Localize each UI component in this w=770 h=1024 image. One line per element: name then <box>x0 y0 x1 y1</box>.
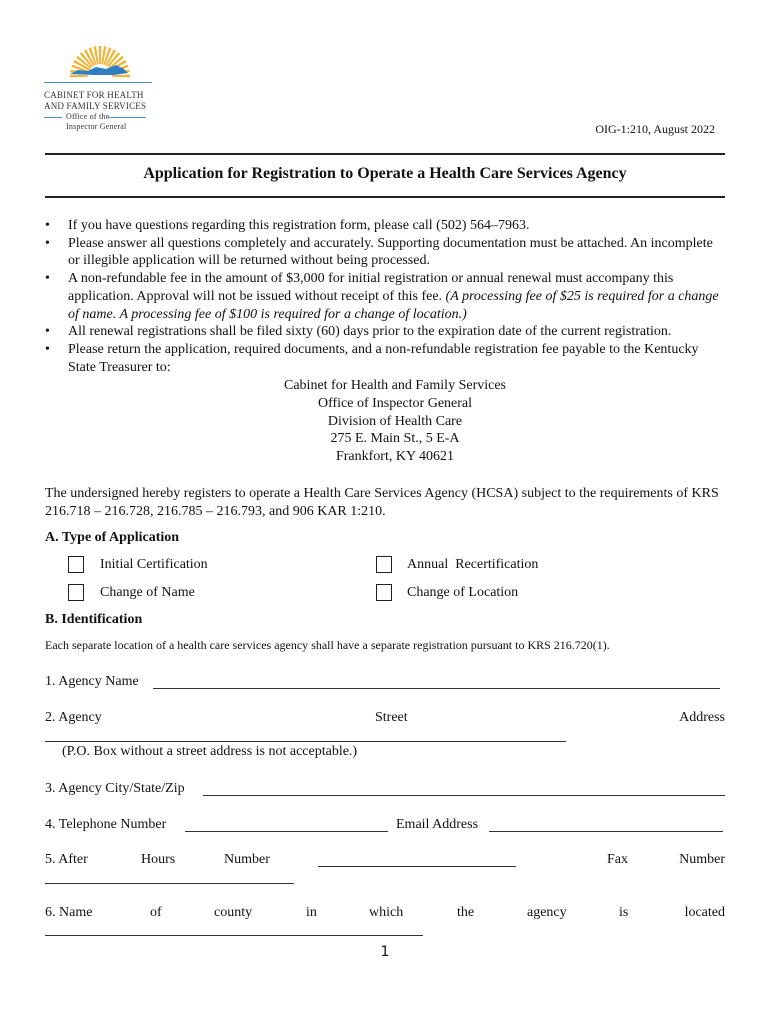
fax-number-field[interactable] <box>45 883 294 884</box>
county-label-9: located <box>684 905 725 920</box>
agency-street-label-3: Address <box>679 710 725 725</box>
telephone-field[interactable] <box>185 831 388 832</box>
telephone-label: 4. Telephone Number <box>45 817 167 832</box>
county-label-2: of <box>150 905 162 920</box>
initial-certification-checkbox[interactable] <box>68 556 84 573</box>
address-line: Frankfort, KY 40621 <box>335 449 455 465</box>
change-of-name-checkbox[interactable] <box>68 584 84 601</box>
annual-recertification-label: Annual Recertification <box>407 557 539 572</box>
page-number: 1 <box>380 944 390 960</box>
after-hours-number-field[interactable] <box>318 866 516 867</box>
agency-street-address-field[interactable] <box>45 741 566 742</box>
after-hours-label-3: Number <box>224 852 270 867</box>
logo-dash-left <box>44 117 62 118</box>
chfs-logo <box>44 40 156 140</box>
section-a-heading: A. Type of Application <box>45 530 180 545</box>
sun-ray <box>70 75 88 78</box>
agency-street-label-1: 2. Agency <box>45 710 102 725</box>
title-rule <box>45 196 725 198</box>
instruction-item: • Please return the application, required documents, and a non-refundable registration fee payable to the Kentucky State Treasurer to: <box>45 341 725 376</box>
form-code: OIG-1:210, August 2022 <box>595 122 715 136</box>
county-label-4: in <box>306 905 317 920</box>
fax-label-1: Fax <box>607 852 628 867</box>
county-label-5: which <box>369 905 404 920</box>
change-of-location-checkbox[interactable] <box>376 584 392 601</box>
registration-statement: The undersigned hereby registers to operate a Health Care Services Agency (HCSA) subject to the requirements of KRS 216.718 – 216.728, 216.785 – 216.793, and 906 KAR 1:210. <box>45 486 719 519</box>
change-of-location-label: Change of Location <box>407 585 519 600</box>
county-label-3: county <box>214 905 253 920</box>
section-b-heading: B. Identification <box>45 612 143 627</box>
instruction-item <box>45 270 725 323</box>
annual-recertification-checkbox[interactable] <box>376 556 392 573</box>
instructions-list <box>45 217 725 376</box>
address-line: Cabinet for Health and Family Services <box>284 378 506 393</box>
instruction-item: • Please answer all questions completely and accurately. Supporting documentation must be attached. An incomplete or illegible application will be returned without being processed. <box>45 235 725 270</box>
county-label-1: 6. Name <box>45 905 93 920</box>
logo-line-3: Office of the <box>66 112 110 121</box>
logo-rule <box>44 82 152 83</box>
agency-name-label: 1. Agency Name <box>45 674 139 689</box>
instruction-item: • If you have questions regarding this registration form, please call (502) 564–7963. <box>45 217 725 235</box>
logo-line-4: Inspector General <box>66 122 127 131</box>
county-label-7: agency <box>527 905 567 920</box>
email-label: Email Address <box>396 817 479 832</box>
agency-street-label-2: Street <box>375 710 408 725</box>
address-line: Division of Health Care <box>327 413 463 429</box>
fee-note: (A processing fee of $25 is required for a change of name. A processing fee of $100 is required for a change of location.) <box>68 288 719 322</box>
after-hours-label-2: Hours <box>141 852 176 867</box>
fee-text: A non-refundable fee in the amount of $3,000 for initial registration or annual renewal must accompany this application. Approval will not be issued without receipt of this fee. <box>68 271 674 304</box>
po-box-note: (P.O. Box without a street address is not acceptable.) <box>62 744 358 759</box>
top-rule <box>45 153 725 155</box>
city-state-zip-label: 3. Agency City/State/Zip <box>45 781 185 796</box>
logo-line-2: AND FAMILY SERVICES <box>44 101 147 111</box>
change-of-name-label: Change of Name <box>100 585 195 600</box>
sun-ray <box>112 75 130 78</box>
address-line: Office of Inspector General <box>317 395 473 411</box>
county-field[interactable] <box>45 935 423 936</box>
logo-dash-right <box>108 117 146 118</box>
sun-ray <box>99 46 102 64</box>
registration-note: Each separate location of a health care services agency shall have a separate registration pursuant to KRS 216.720(1). <box>45 638 610 652</box>
email-field[interactable] <box>489 831 723 832</box>
after-hours-label-1: 5. After <box>45 852 88 867</box>
logo-line-1: CABINET FOR HEALTH <box>44 90 144 100</box>
fax-label-2: Number <box>679 852 725 867</box>
instruction-item: • All renewal registrations shall be filed sixty (60) days prior to the expiration date of the current registration. <box>45 323 725 341</box>
county-label-8: is <box>619 905 629 920</box>
county-label-6: the <box>457 905 475 920</box>
mailing-address <box>45 377 745 466</box>
initial-certification-label: Initial Certification <box>100 557 208 572</box>
document-title: Application for Registration to Operate a Health Care Services Agency <box>143 165 627 182</box>
sunburst-kentucky-icon <box>44 40 156 84</box>
city-state-zip-field[interactable] <box>203 795 725 796</box>
address-line: 275 E. Main St., 5 E-A <box>330 431 460 447</box>
agency-name-field[interactable] <box>153 688 720 689</box>
